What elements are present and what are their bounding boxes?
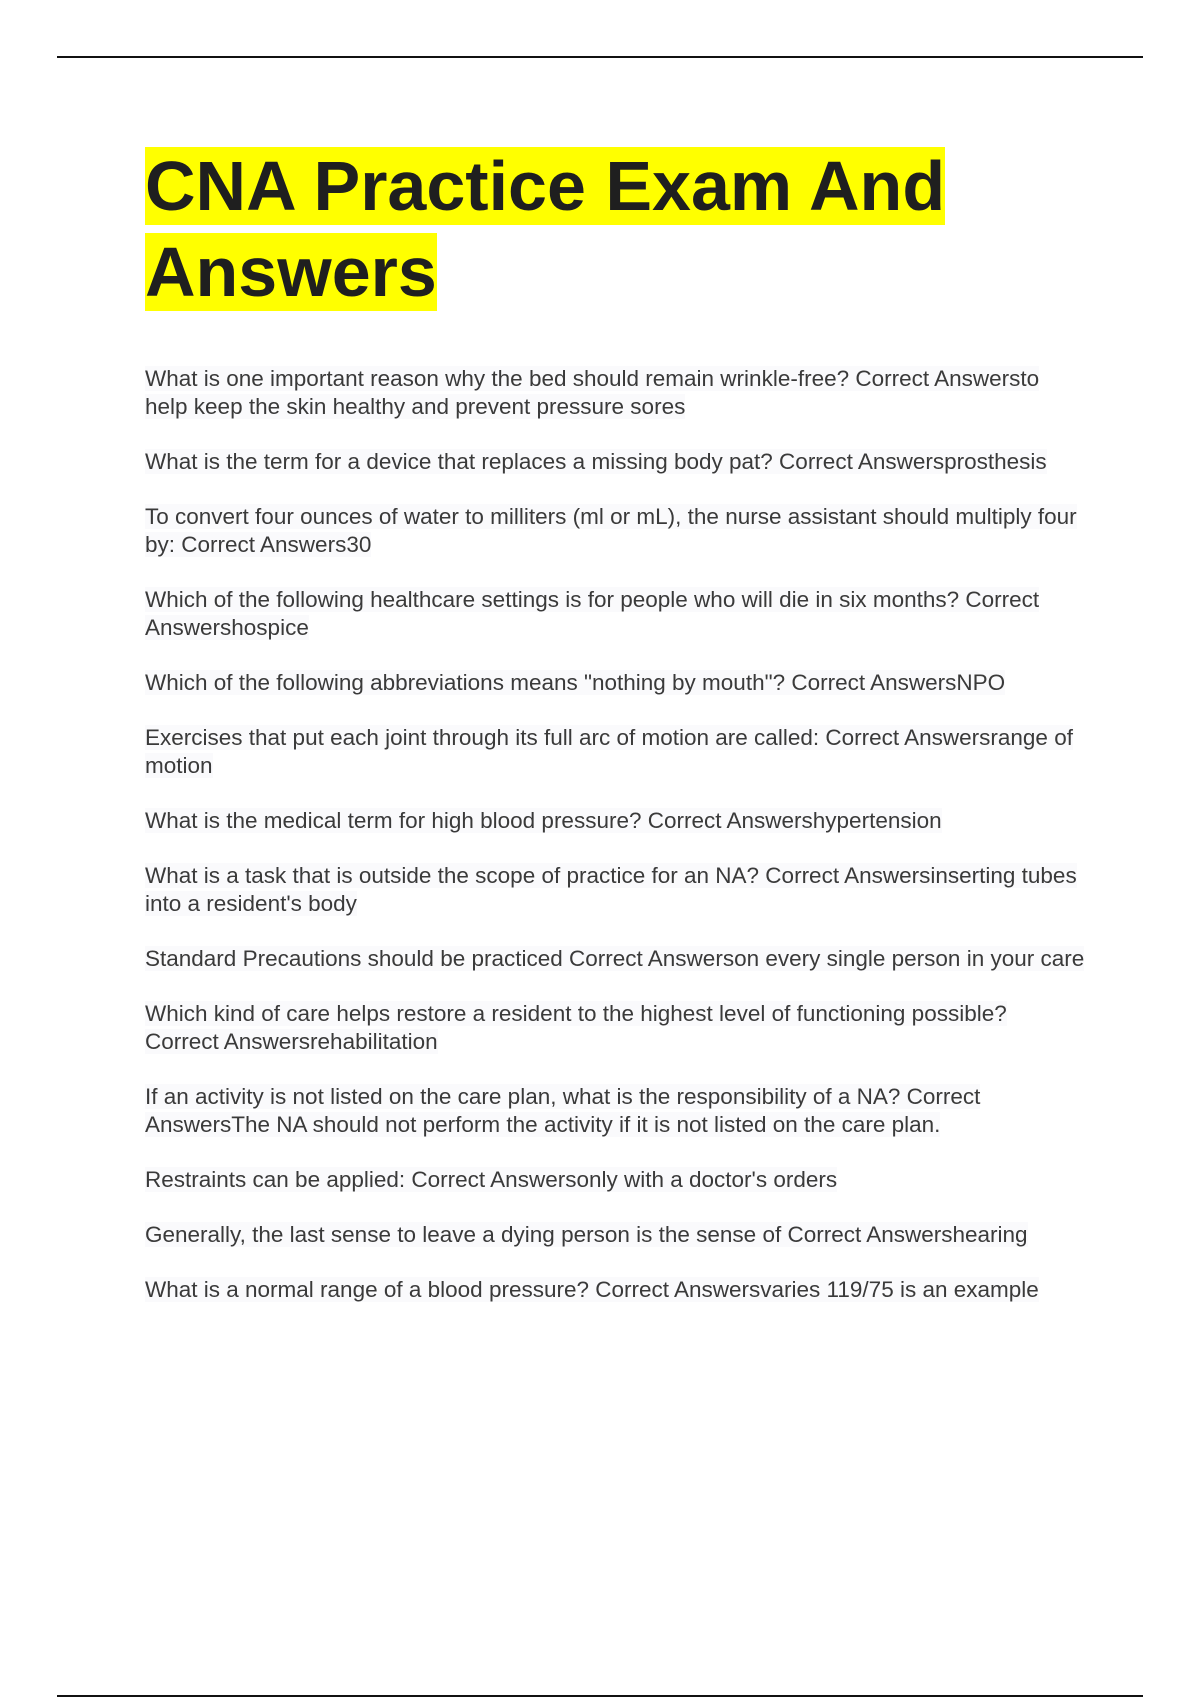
document-title <box>145 143 1085 315</box>
qa-item: Standard Precautions should be practiced Correct Answerson every single person in your care <box>145 946 1085 971</box>
qa-item: What is one important reason why the bed should remain wrinkle-free? Correct Answersto help keep the skin healthy and prevent pressure sores <box>145 366 1040 419</box>
title-line-2: Answers <box>145 233 437 311</box>
qa-item: Which of the following abbreviations means "nothing by mouth"? Correct AnswersNPO <box>145 670 1006 695</box>
title-line-1: CNA Practice Exam And <box>145 147 946 225</box>
qa-item: Which kind of care helps restore a resident to the highest level of functioning possible? Correct Answersrehabilitation <box>145 1001 1007 1054</box>
qa-item: What is a task that is outside the scope of practice for an NA? Correct Answersinserting tubes into a resident's body <box>145 863 1077 916</box>
qa-item: Which of the following healthcare settings is for people who will die in six months? Correct Answershospice <box>145 587 1040 640</box>
qa-item: What is a normal range of a blood pressure? Correct Answersvaries 119/75 is an example <box>145 1277 1039 1302</box>
top-rule <box>57 56 1143 58</box>
qa-item: If an activity is not listed on the care plan, what is the responsibility of a NA? Correct AnswersThe NA should not perform the activity if it is not listed on the care plan. <box>145 1084 981 1137</box>
qa-list <box>145 365 1085 1304</box>
qa-item: To convert four ounces of water to milliters (ml or mL), the nurse assistant should multiply four by: Correct Answers30 <box>145 504 1077 557</box>
qa-item: Exercises that put each joint through its full arc of motion are called: Correct Answersrange of motion <box>145 725 1073 778</box>
qa-item: Generally, the last sense to leave a dying person is the sense of Correct Answershearing <box>145 1222 1028 1247</box>
qa-item: What is the medical term for high blood pressure? Correct Answershypertension <box>145 808 942 833</box>
bottom-rule <box>57 1695 1143 1697</box>
qa-item: What is the term for a device that replaces a missing body pat? Correct Answersprosthesis <box>145 449 1047 474</box>
document-body <box>145 143 1085 1331</box>
qa-item: Restraints can be applied: Correct Answersonly with a doctor's orders <box>145 1167 838 1192</box>
